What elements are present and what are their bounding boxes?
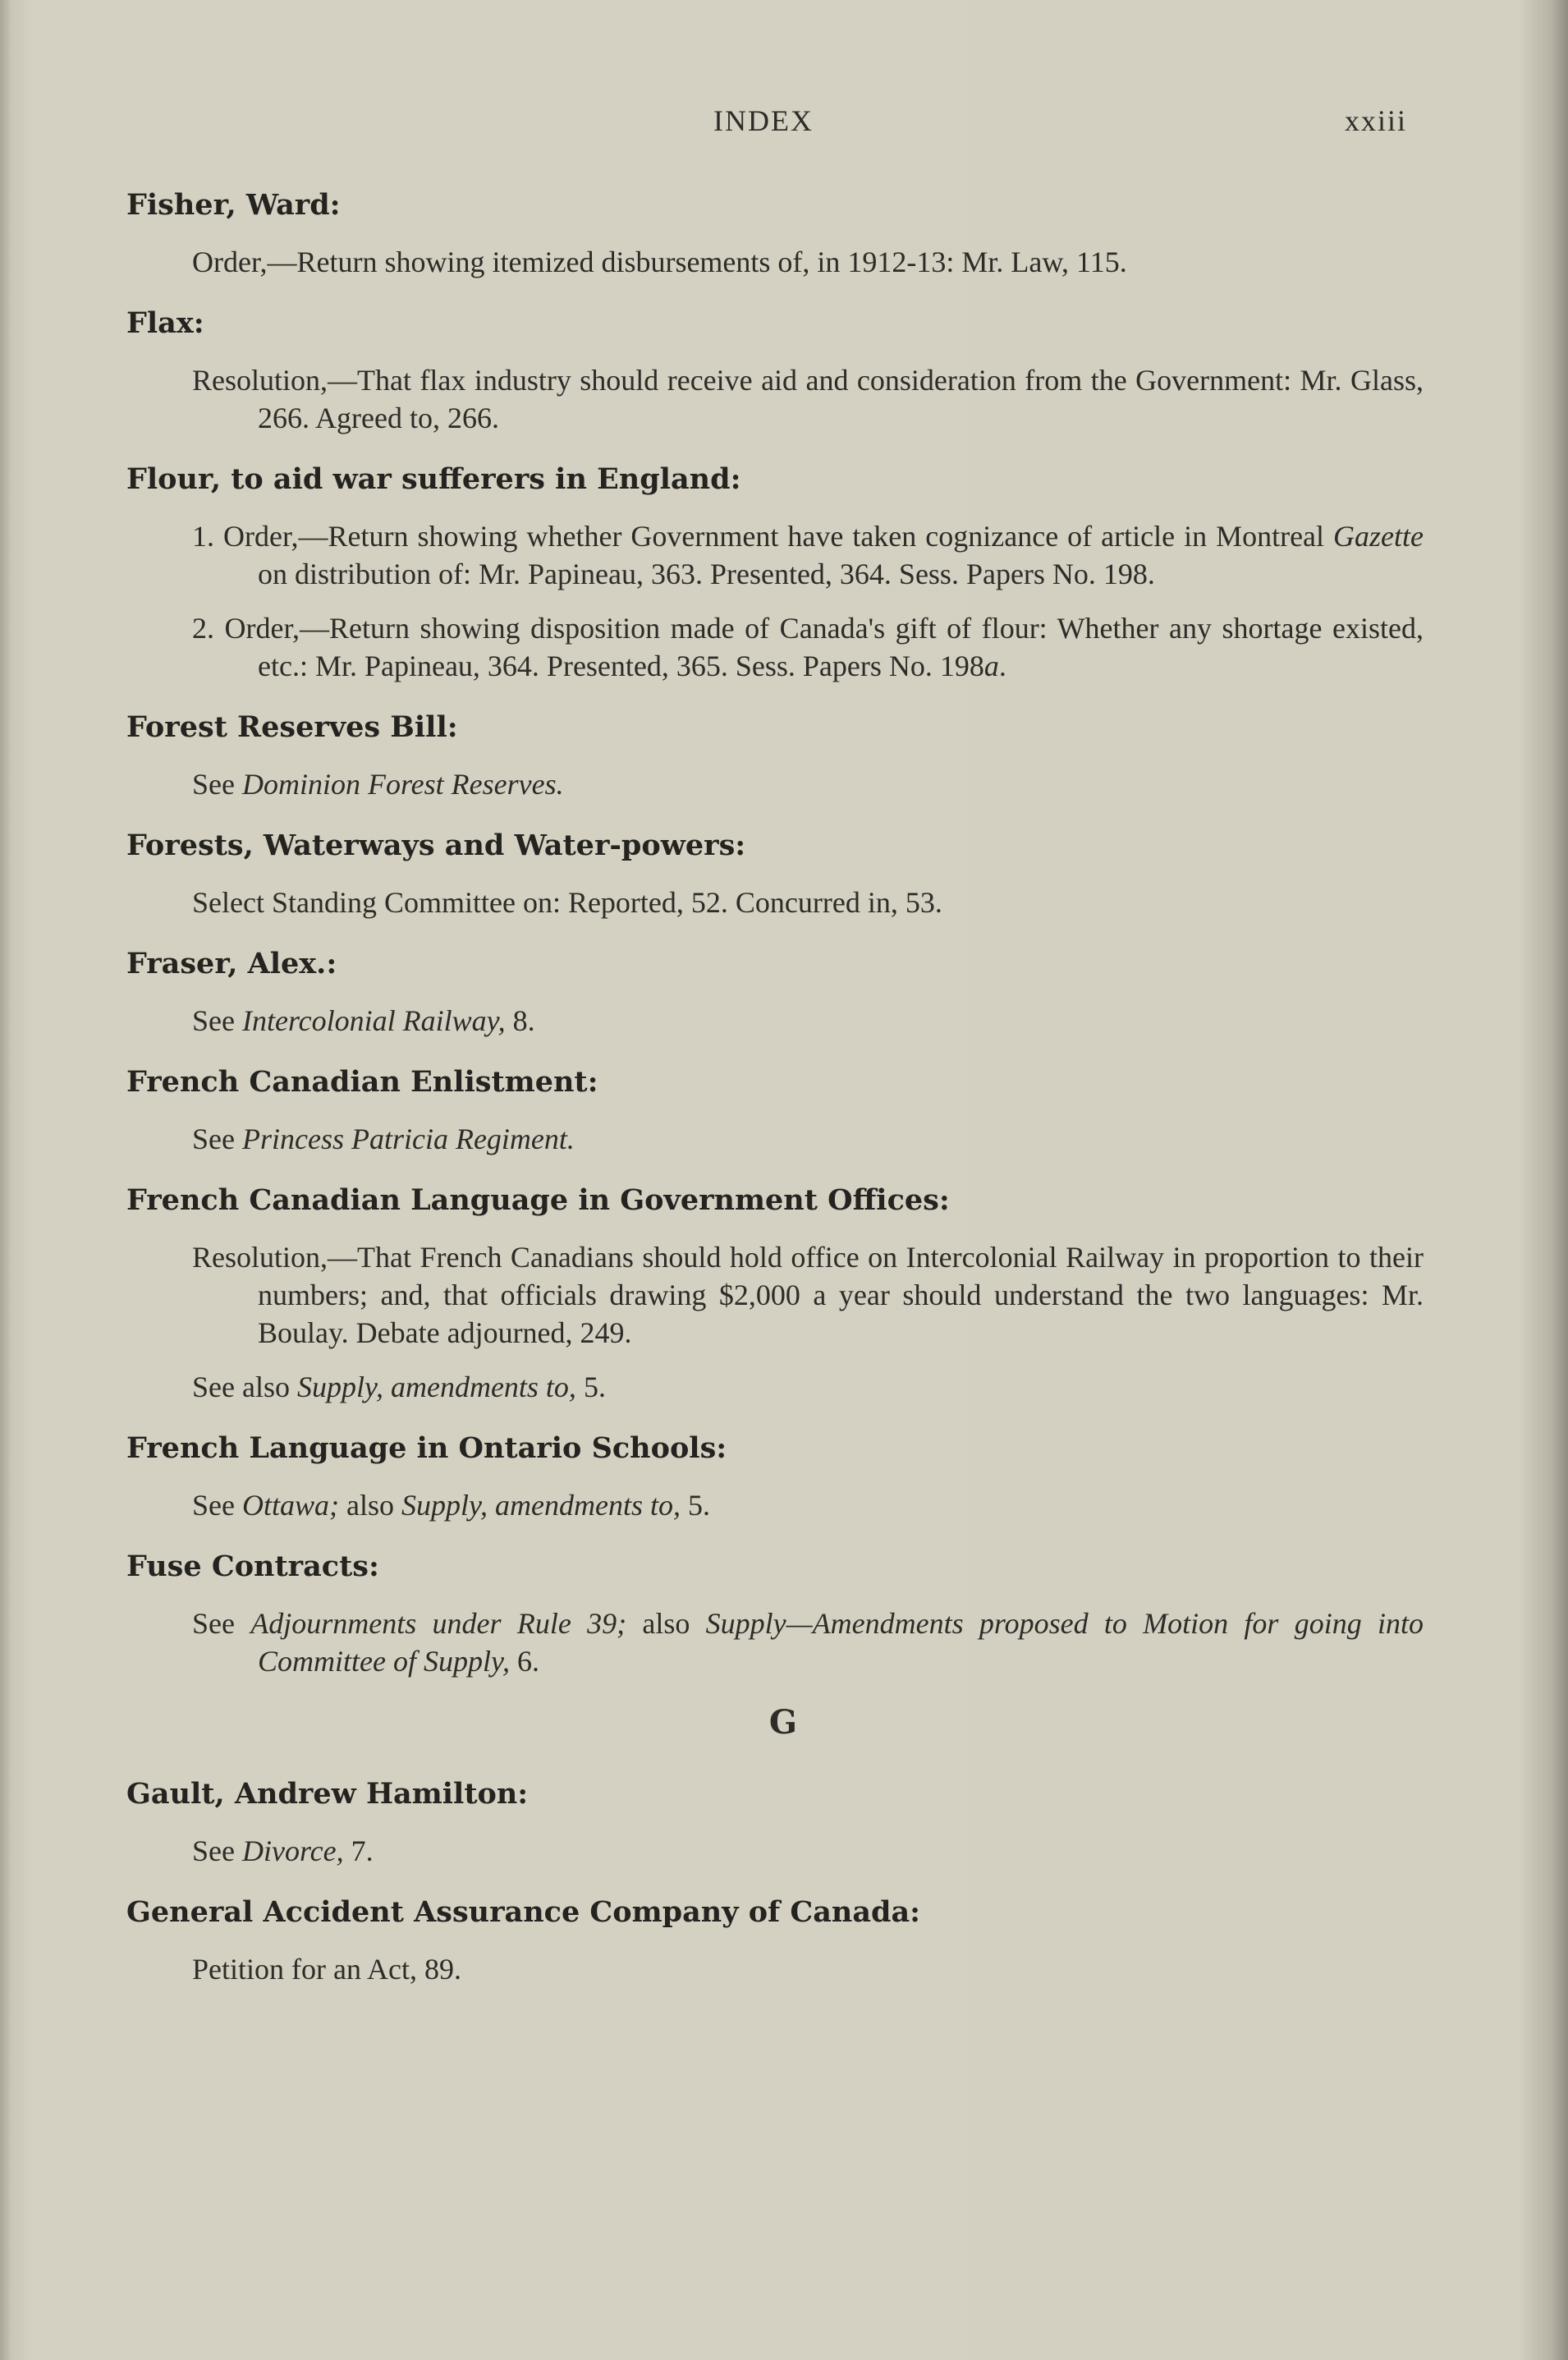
index-entry-forest-reserves [126, 708, 1424, 803]
section-letter: G [768, 1703, 798, 1742]
index-entry-fisher [126, 186, 1424, 281]
entry-heading: Forests, Waterways and Water-powers: [126, 829, 746, 862]
index-entry-forests [126, 826, 1424, 921]
entry-text: Petition for an Act, 89. [192, 1953, 461, 1986]
index-entry-french-language-offices [126, 1181, 1424, 1406]
index-entry-french-enlistment [126, 1063, 1424, 1158]
index-entry-flax [126, 304, 1424, 437]
index-entry-gault [126, 1775, 1424, 1870]
entry-heading: General Accident Assurance Company of Canada: [126, 1895, 921, 1929]
see-reference: See Ottawa; also Supply, amendments to, 5. [192, 1489, 710, 1522]
index-entry-general-accident [126, 1893, 1424, 1988]
see-reference: See Dominion Forest Reserves. [192, 768, 564, 801]
entry-heading: Fisher, Ward: [126, 188, 341, 222]
see-reference: See Divorce, 7. [192, 1834, 374, 1867]
see-reference: See Intercolonial Railway, 8. [192, 1004, 535, 1037]
index-entry-fraser [126, 944, 1424, 1040]
index-entry-fuse [126, 1547, 1424, 1680]
entry-subitem-2: 2. Order,—Return showing disposition made of Canada's gift of flour: Whether any shortage existed, etc.: Mr. Papineau, 364. Presented, 365. Sess. Papers No. 198a. [192, 612, 1424, 682]
entry-heading: French Canadian Enlistment: [126, 1065, 598, 1099]
entry-heading: Fraser, Alex.: [126, 947, 337, 980]
index-entry-flour [126, 460, 1424, 685]
see-reference: See also Supply, amendments to, 5. [192, 1371, 606, 1403]
entry-text: Select Standing Committee on: Reported, 52. Concurred in, 53. [192, 886, 942, 919]
page-number: xxiii [1344, 104, 1407, 137]
entry-heading: Forest Reserves Bill: [126, 710, 458, 744]
see-reference: See Princess Patricia Regiment. [192, 1123, 575, 1155]
entry-heading: French Language in Ontario Schools: [126, 1431, 727, 1465]
running-header: INDEX [713, 104, 814, 137]
entry-heading: French Canadian Language in Government Offices: [126, 1183, 950, 1217]
index-content [126, 186, 1424, 2011]
entry-text: Resolution,—That French Canadians should hold office on Intercolonial Railway in proportion to their numbers; and, that officials drawing $2,000 a year should understand the two languages: Mr. Boulay. Debate adjourned, 249. [192, 1241, 1424, 1349]
entry-subitem-1: 1. Order,—Return showing whether Government have taken cognizance of article in Montreal Gazette on distribution of: Mr. Papineau, 363. Presented, 364. Sess. Papers No. 198. [192, 520, 1424, 590]
see-reference: See Adjournments under Rule 39; also Supply—Amendments proposed to Motion for going into Committee of Supply, 6. [192, 1607, 1424, 1678]
index-entry-french-language-schools [126, 1429, 1424, 1524]
entry-heading: Gault, Andrew Hamilton: [126, 1777, 529, 1811]
entry-text: Order,—Return showing itemized disbursements of, in 1912-13: Mr. Law, 115. [192, 246, 1127, 278]
entry-text: Resolution,—That flax industry should receive aid and consideration from the Government: Mr. Glass, 266. Agreed to, 266. [192, 364, 1424, 434]
entry-heading: Flax: [126, 306, 204, 340]
entry-heading: Flour, to aid war sufferers in England: [126, 462, 741, 496]
entry-heading: Fuse Contracts: [126, 1550, 379, 1583]
